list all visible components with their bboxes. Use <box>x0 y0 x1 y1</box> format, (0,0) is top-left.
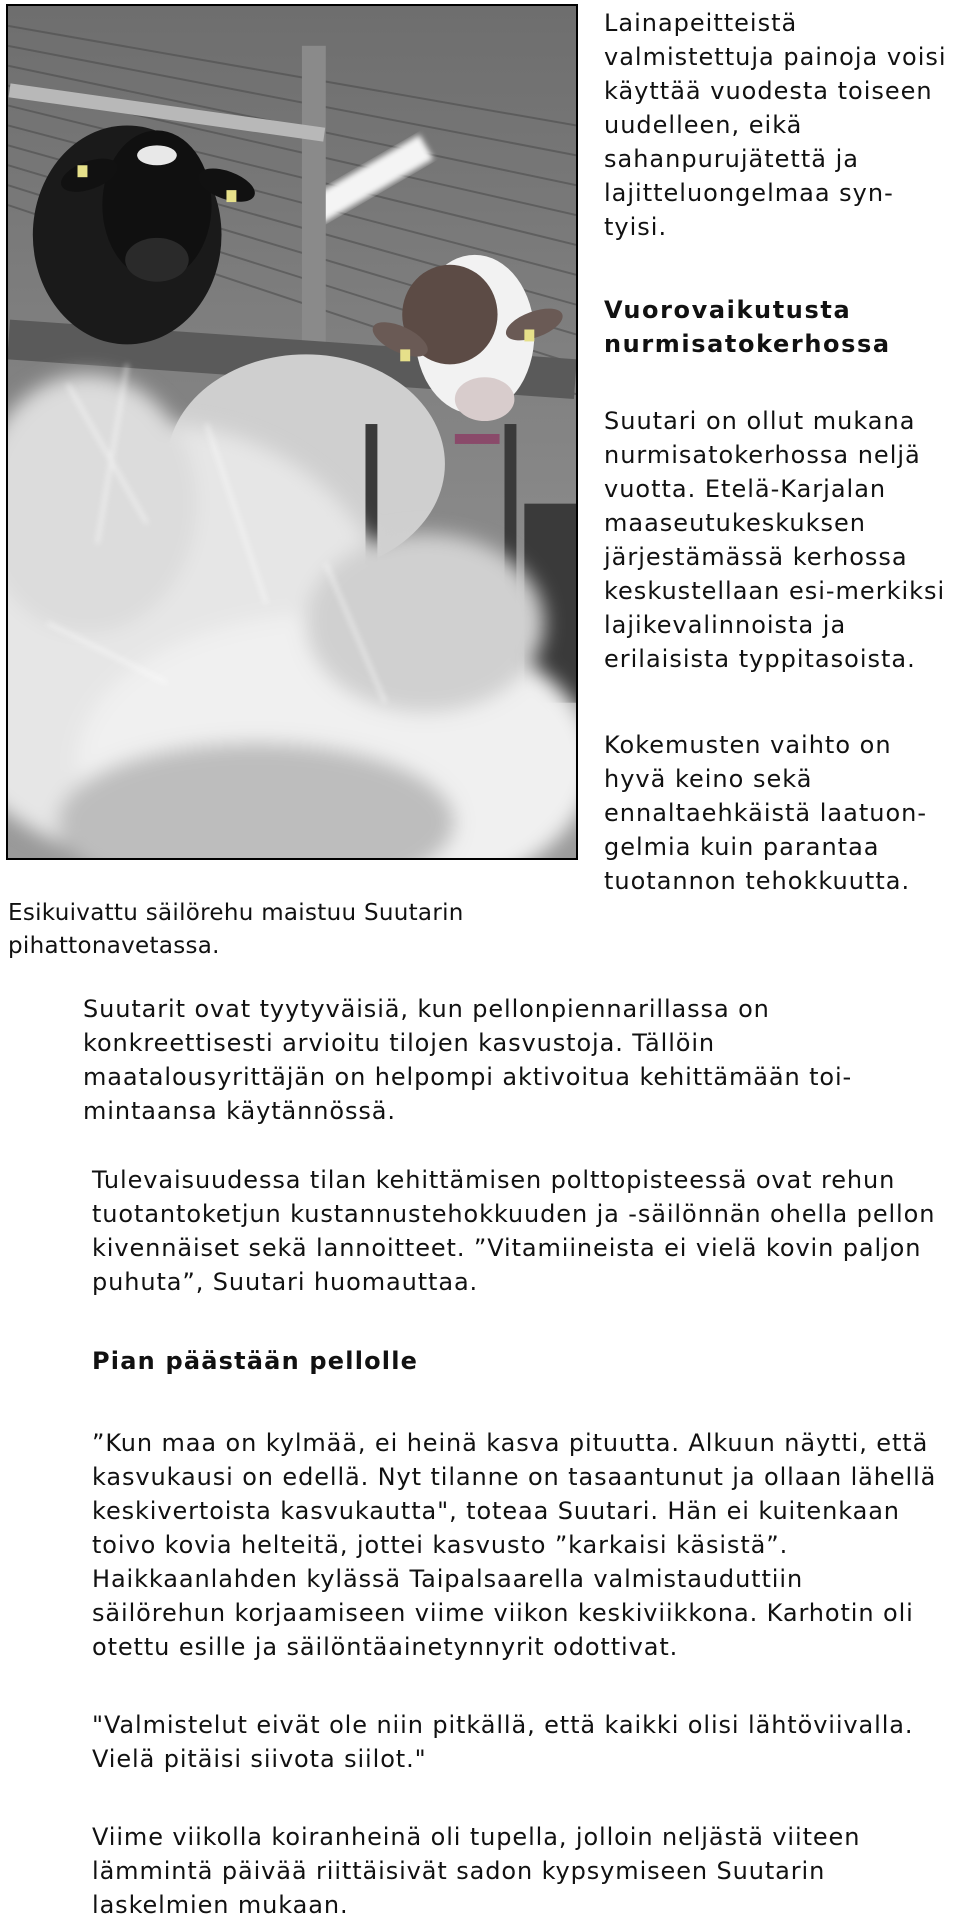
cows-in-barn-image <box>8 6 576 858</box>
right-paragraph-1: Lainapeitteistä valmistettuja painoja voisi käyttää vuodesta toiseen uudelleen, eikä sahanpurujätettä ja lajitteluongelmaa syn-tyisi. <box>604 9 947 241</box>
cows-photo <box>6 4 578 860</box>
body-lower-section <box>92 1163 944 1922</box>
body-paragraph-2: Tulevaisuudessa tilan kehittämisen polttopisteessä ovat rehun tuotantoketjun kustannustehokkuuden ja -säilönnän ohella pellon kivennäiset sekä lannoitteet. ”Vitamiineista ei vielä kovin paljon puhuta”, Suutari huomauttaa. <box>92 1166 936 1296</box>
body-paragraph-1: Suutarit ovat tyytyväisiä, kun pellonpiennarillassa on konkreettisesti arvioitu tilojen kasvustoja. Tällöin maatalousyrittäjän on helpompi aktivoitua kehittämään toi-mintaansa käytännössä. <box>83 995 853 1125</box>
body-paragraph-4: Haikkaanlahden kylässä Taipalsaarella valmistauduttiin säilörehun korjaamiseen viime viikon keskiviikkona. Karhotin oli otettu esille ja säilöntäainetynnyrit odottivat. <box>92 1565 914 1661</box>
body-paragraph-5: "Valmistelut eivät ole niin pitkällä, että kaikki olisi lähtöviivalla. Vielä pitäisi siivota siilot." <box>92 1711 914 1773</box>
section-heading-pian: Pian päästään pellolle <box>92 1347 419 1375</box>
body-paragraph-6: Viime viikolla koiranheinä oli tupella, jolloin neljästä viiteen lämmintä päivää riittäisivät sadon kypsymiseen Suutarin laskelmien mukaan. <box>92 1823 861 1919</box>
body-paragraph-3: ”Kun maa on kylmää, ei heinä kasva pituutta. Alkuun näytti, että kasvukausi on edellä. Nyt tilanne on tasaantunut ja ollaan lähellä keskivertoista kasvukautta", toteaa Suutari. Hän ei kuitenkaan toivo kovia helteitä, jottei kasvusto ”karkaisi käsistä”. <box>92 1429 937 1559</box>
right-paragraph-2: Suutari on ollut mukana nurmisatokerhossa neljä vuotta. Etelä-Karjalan maaseutukeskuksen järjestämässä kerhossa keskustellaan esi-merkiksi lajikevalinnoista ja erilaisista typpitasoista. <box>604 407 946 673</box>
right-column <box>604 6 956 898</box>
right-paragraph-3: Kokemusten vaihto on hyvä keino sekä ennaltaehkäistä laatuon-gelmia kuin parantaa tuotannon tehokkuutta. <box>604 731 928 895</box>
section-heading-vuorovaikutusta: Vuorovaikutusta nurmisatokerhossa <box>604 296 891 358</box>
photo-caption: Esikuivattu säilörehu maistuu Suutarin pihattonavetassa. <box>8 900 464 959</box>
